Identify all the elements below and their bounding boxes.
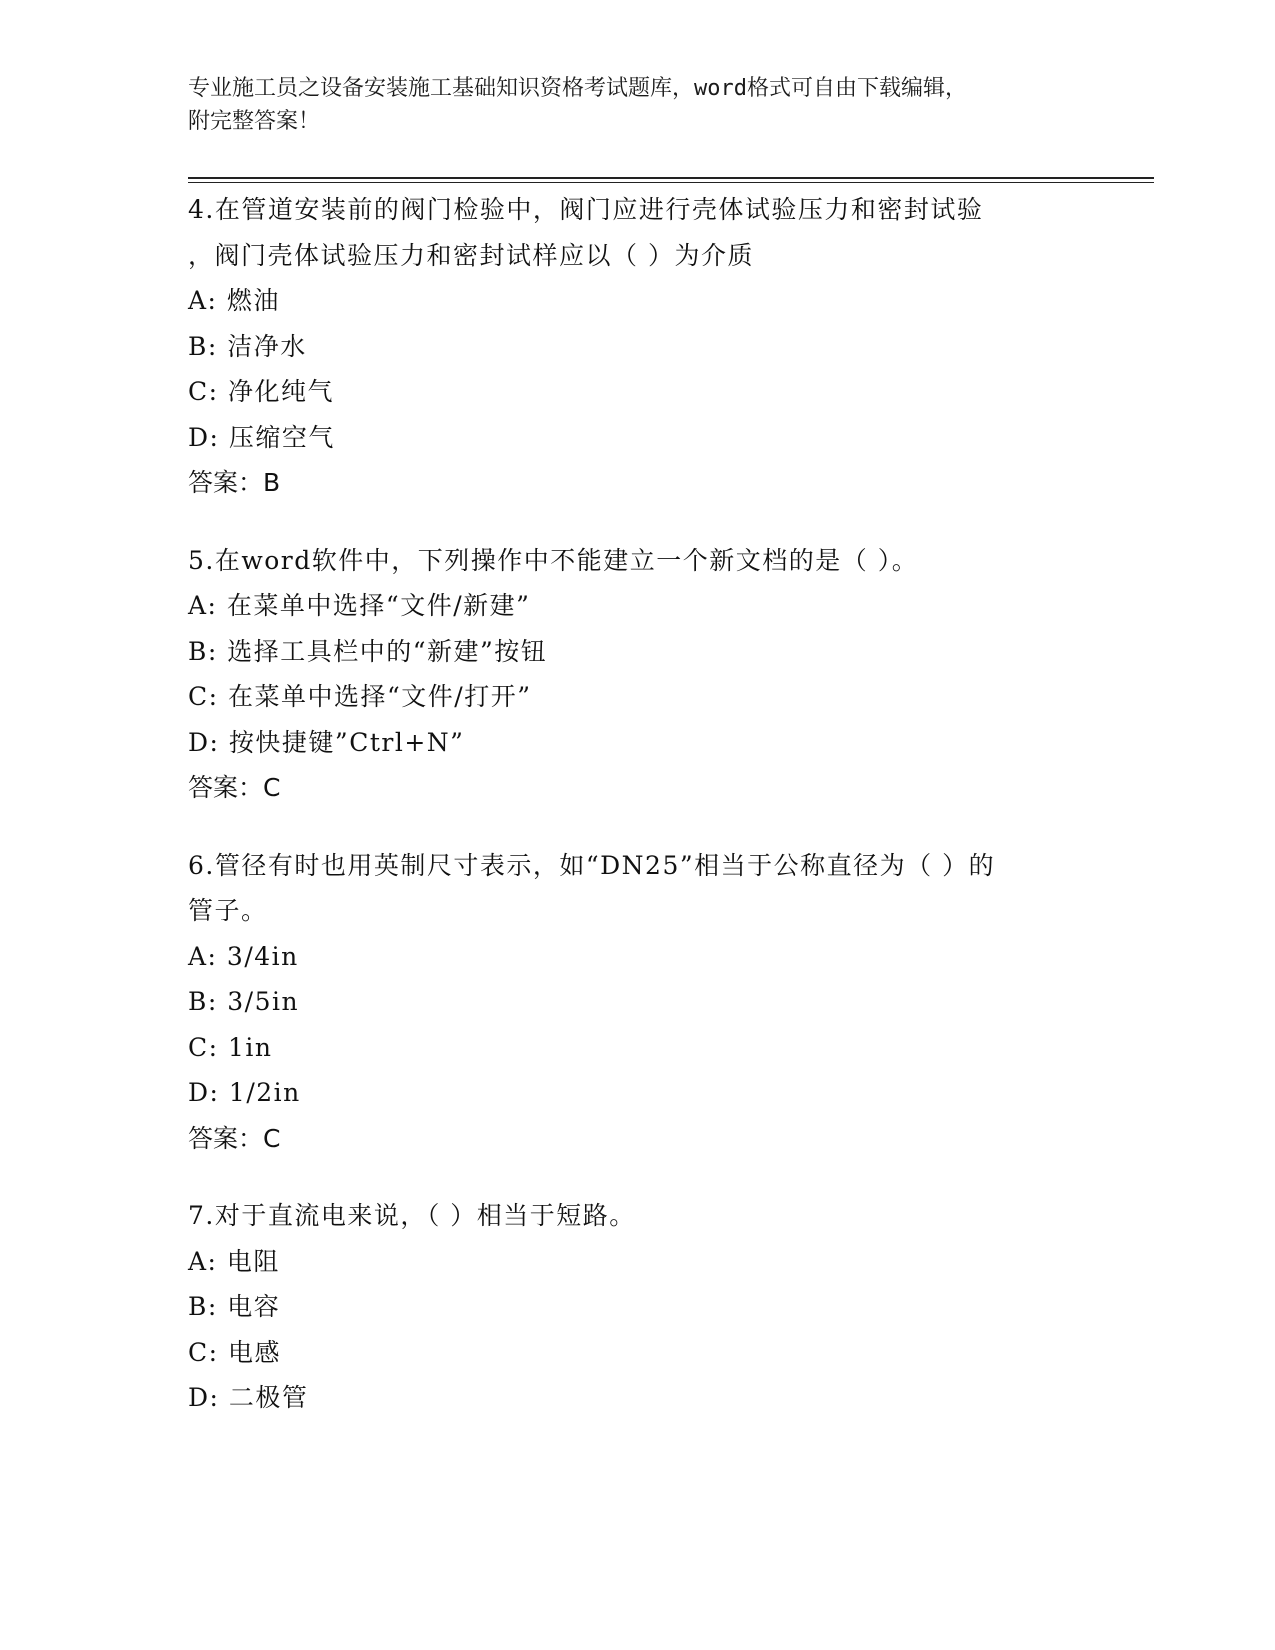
question-stem: 5.在word软件中，下列操作中不能建立一个新文档的是（ ）。 xyxy=(188,545,919,575)
header-divider xyxy=(188,177,1154,183)
option-d: D: 压缩空气 xyxy=(188,422,335,452)
option-a: A: 在菜单中选择“文件/新建” xyxy=(188,591,531,620)
question-stem: 管子。 xyxy=(188,896,268,925)
option-c: C: 净化纯气 xyxy=(188,377,334,406)
option-b: B: 电容 xyxy=(188,1292,281,1321)
option-b: B: 洁净水 xyxy=(188,331,307,361)
option-d: D: 按快捷键”Ctrl+N” xyxy=(188,727,465,757)
option-a: A: 燃油 xyxy=(188,286,280,315)
header-line-2: 附完整答案！ xyxy=(188,109,321,134)
option-c: C: 在菜单中选择“文件/打开” xyxy=(188,682,532,711)
question-list xyxy=(188,187,1148,1453)
answer-line: 答案：C xyxy=(188,773,281,802)
option-c: C: 电感 xyxy=(188,1337,281,1367)
question-stem: 7.对于直流电来说，（ ）相当于短路。 xyxy=(188,1201,636,1230)
option-c: C: 1in xyxy=(188,1032,273,1062)
option-a: A: 3/4in xyxy=(188,941,299,971)
option-b: B: 3/5in xyxy=(188,987,300,1016)
question-stem: 4.在管道安装前的阀门检验中，阀门应进行壳体试验压力和密封试验 xyxy=(188,195,984,224)
question-6 xyxy=(188,843,1148,1162)
option-d: D: 1/2in xyxy=(188,1078,301,1107)
option-a: A: 电阻 xyxy=(188,1246,280,1276)
header-line-1: 专业施工员之设备安装施工基础知识资格考试题库，word格式可自由下载编辑， xyxy=(188,76,967,101)
option-b: B: 选择工具栏中的“新建”按钮 xyxy=(188,636,548,666)
question-4 xyxy=(188,187,1148,506)
question-5 xyxy=(188,538,1148,811)
option-d: D: 二极管 xyxy=(188,1383,309,1412)
answer-line: 答案：C xyxy=(188,1123,281,1153)
answer-line: 答案：B xyxy=(188,468,281,497)
question-7 xyxy=(188,1193,1148,1421)
document-header xyxy=(188,72,1068,138)
question-stem: ，阀门壳体试验压力和密封试样应以（ ）为介质 xyxy=(188,240,754,270)
question-stem: 6.管径有时也用英制尺寸表示，如“DN25”相当于公称直径为（ ）的 xyxy=(188,850,996,880)
